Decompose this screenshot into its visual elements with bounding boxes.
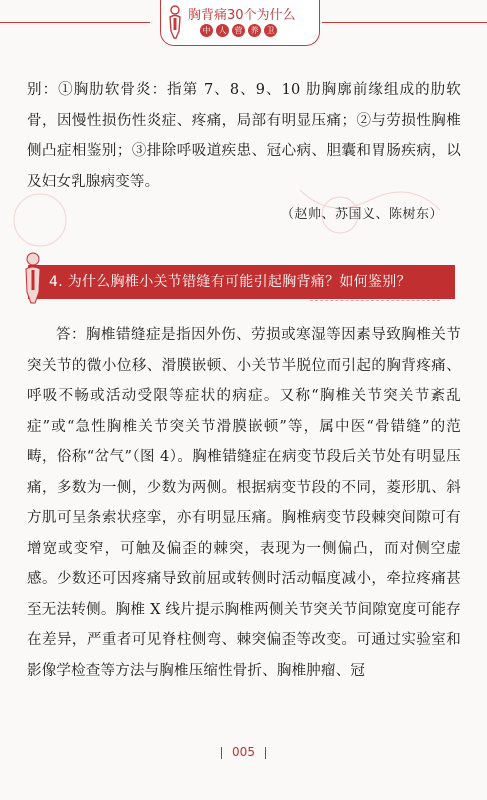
badge-icon: 卫 [264,24,277,37]
badge-icon: 中 [200,24,213,37]
page-number: 005 [232,745,255,759]
question-heading: 4. 为什么胸椎小关节错缝有可能引起胸背痛？如何鉴别？ [49,274,411,290]
header-icon-row [200,24,300,38]
person-figure-icon [22,252,44,304]
book-title: 胸背痛30个为什么 [188,8,296,23]
header-rule-left [0,22,150,23]
person-figure-icon [166,5,184,39]
page-footer [0,745,487,765]
badge-icon: 人 [216,24,229,37]
badge-icon: 营 [232,24,245,37]
header-rule-right [322,22,487,23]
badge-icon: 养 [248,24,261,37]
footer-rule-left [221,747,222,759]
author-credit: （赵帅、苏国义、陈树东） [280,207,443,222]
footer-rule-right [265,747,266,759]
paragraph-top: 别：①胸肋软骨炎：指第 7、8、9、10 肋胸廓前缘组成的肋软骨，因慢性损伤性炎症、疼痛，局部有明显压痛；②与劳损性胸椎侧凸症相鉴别；③排除呼吸道疾患、冠心病、胆囊和胃肠疾病，以及妇女乳腺病变等。 [27,82,461,190]
banner-underline [310,300,440,305]
paragraph-answer: 答：胸椎错缝症是指因外伤、劳损或寒湿等因素导致胸椎关节突关节的微小位移、滑膜嵌顿、小关节半脱位而引起的胸背疼痛、呼吸不畅或活动受限等症状的病症。又称“胸椎关节突关节紊乱症”或“急性胸椎关节突关节滑膜嵌顿”等，属中医“骨错缝”的范畴，俗称“岔气”（图 4）。胸椎错缝症在病变节段后关节处有明显压痛，多数为一侧，少数为两侧。根据病变节段的不同，菱形肌、斜方肌可呈条索状痉挛，亦有明显压痛。胸椎病变节段棘突间隙可有增宽或变窄，可触及偏歪的棘突，表现为一侧偏凸，而对侧空虚感。少数还可因疼痛导致前屈或转侧时活动幅度减小，牵拉疼痛甚至无法转侧。胸椎 X 线片提示胸椎两侧关节突关节间隙宽度可能存在差异，严重者可见脊柱侧弯、棘突偏歪等改变。可通过实验室和影像学检查等方法与胸椎压缩性骨折、胸椎肿瘤、冠 [27,327,461,679]
running-header [0,0,487,46]
